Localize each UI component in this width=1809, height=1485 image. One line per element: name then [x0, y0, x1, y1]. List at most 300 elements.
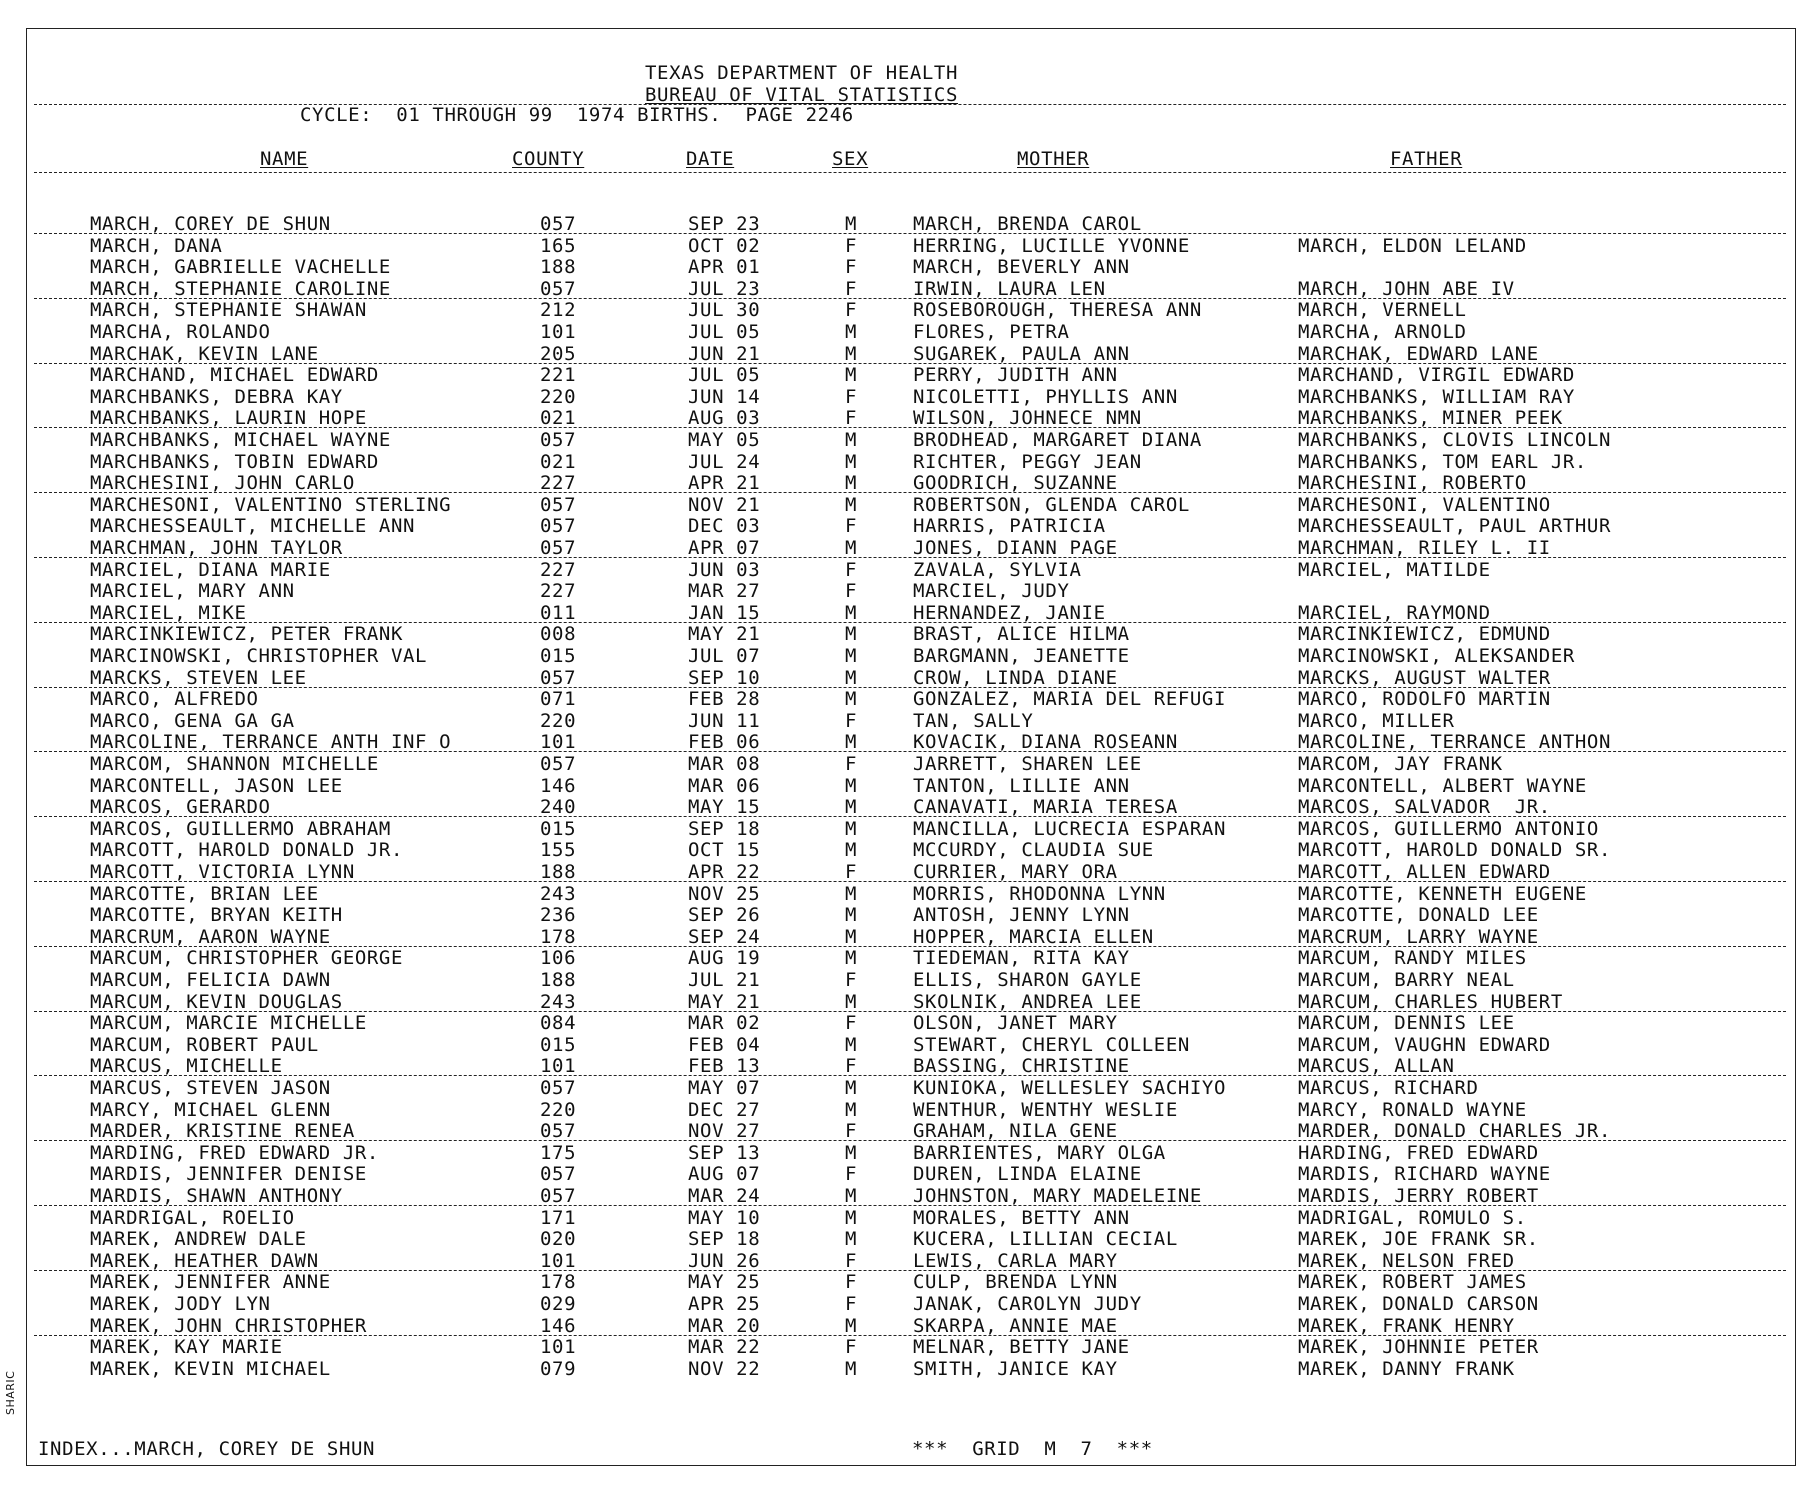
- row-date: JAN 15: [688, 601, 761, 624]
- row-sex: M: [845, 1077, 858, 1099]
- row-father: MARCHAK, EDWARD LANE: [1298, 342, 1539, 365]
- row-name: MARCH, STEPHANIE SHAWAN: [90, 299, 367, 322]
- row-name: MARCIEL, MARY ANN: [90, 580, 295, 603]
- row-mother: BASSING, CHRISTINE: [913, 1055, 1130, 1078]
- row-father: MARCOS, SALVADOR JR.: [1298, 796, 1551, 819]
- row-name: MARCUM, CHRISTOPHER GEORGE: [90, 947, 404, 970]
- cycle-line: CYCLE: 01 THROUGH 99 1974 BIRTHS. PAGE 2246: [300, 104, 854, 126]
- row-mother: SUGAREK, PAULA ANN: [913, 342, 1130, 365]
- row-father: MARCIEL, RAYMOND: [1298, 601, 1491, 624]
- row-name: MARCH, COREY DE SHUN: [90, 213, 331, 235]
- row-mother: BRAST, ALICE HILMA: [913, 623, 1130, 646]
- row-mother: DUREN, LINDA ELAINE: [913, 1163, 1142, 1186]
- row-county: 011: [540, 601, 577, 624]
- row-county: 243: [540, 990, 577, 1013]
- row-father: HARDING, FRED EDWARD: [1298, 1141, 1539, 1164]
- row-sex: F: [845, 256, 858, 279]
- row-mother: JONES, DIANN PAGE: [913, 537, 1118, 559]
- row-name: MARCHBANKS, MICHAEL WAYNE: [90, 429, 391, 451]
- row-date: SEP 26: [688, 904, 761, 927]
- row-name: MARCHESINI, JOHN CARLO: [90, 472, 355, 495]
- row-sex: F: [845, 385, 858, 408]
- row-date: MAR 27: [688, 580, 761, 603]
- row-date: JUL 07: [688, 645, 761, 667]
- row-county: 057: [540, 1077, 577, 1099]
- footer-grid: *** GRID M 7 ***: [912, 1438, 1153, 1460]
- row-mother: JOHNSTON, MARY MADELEINE: [913, 1185, 1202, 1207]
- row-sex: M: [845, 493, 858, 516]
- row-name: MARCOTT, VICTORIA LYNN: [90, 861, 355, 883]
- row-sex: F: [845, 969, 858, 991]
- row-name: MARCHMAN, JOHN TAYLOR: [90, 537, 343, 559]
- row-mother: MELNAR, BETTY JANE: [913, 1336, 1130, 1359]
- row-county: 084: [540, 1012, 577, 1035]
- row-father: MARCIEL, MATILDE: [1298, 558, 1491, 581]
- row-sex: F: [845, 299, 858, 322]
- row-county: 205: [540, 342, 577, 365]
- row-name: MARCUM, ROBERT PAUL: [90, 1033, 319, 1056]
- row-name: MARCH, DANA: [90, 234, 223, 257]
- row-county: 146: [540, 774, 577, 797]
- row-date: MAR 08: [688, 753, 761, 775]
- row-father: MARCY, RONALD WAYNE: [1298, 1098, 1527, 1121]
- row-sex: M: [845, 947, 858, 970]
- row-mother: ZAVALA, SYLVIA: [913, 558, 1082, 581]
- row-date: MAY 15: [688, 796, 761, 819]
- row-county: 021: [540, 450, 577, 473]
- row-father: MARCHMAN, RILEY L. II: [1298, 537, 1551, 559]
- row-date: MAR 24: [688, 1185, 761, 1207]
- row-mother: CANAVATI, MARIA TERESA: [913, 796, 1178, 819]
- row-mother: STEWART, CHERYL COLLEEN: [913, 1033, 1190, 1056]
- row-sex: M: [845, 1185, 858, 1207]
- row-sex: M: [845, 450, 858, 473]
- row-county: 165: [540, 234, 577, 257]
- row-county: 178: [540, 925, 577, 948]
- header-bureau: BUREAU OF VITAL STATISTICS: [645, 84, 959, 106]
- row-father: MARCHBANKS, WILLIAM RAY: [1298, 385, 1575, 408]
- row-county: 021: [540, 407, 577, 430]
- row-date: MAY 21: [688, 990, 761, 1013]
- row-name: MARCUS, MICHELLE: [90, 1055, 283, 1078]
- row-mother: MARCIEL, JUDY: [913, 580, 1070, 603]
- row-name: MARCO, GENA GA GA: [90, 709, 295, 732]
- row-county: 057: [540, 537, 577, 559]
- row-date: SEP 18: [688, 1228, 761, 1251]
- row-father: MARCONTELL, ALBERT WAYNE: [1298, 774, 1587, 797]
- row-date: JUN 26: [688, 1249, 761, 1272]
- row-father: MAREK, JOHNNIE PETER: [1298, 1336, 1539, 1359]
- row-date: MAY 10: [688, 1206, 761, 1229]
- row-county: 227: [540, 558, 577, 581]
- row-father: MARDIS, RICHARD WAYNE: [1298, 1163, 1551, 1186]
- row-name: MAREK, ANDREW DALE: [90, 1228, 307, 1251]
- row-father: MARDER, DONALD CHARLES JR.: [1298, 1120, 1612, 1143]
- row-father: MARCO, MILLER: [1298, 709, 1455, 732]
- row-county: 101: [540, 1249, 577, 1272]
- row-county: 057: [540, 1185, 577, 1207]
- row-sex: M: [845, 1357, 858, 1380]
- row-county: 188: [540, 256, 577, 279]
- row-name: MAREK, KEVIN MICHAEL: [90, 1357, 331, 1380]
- row-mother: GOODRICH, SUZANNE: [913, 472, 1118, 495]
- row-name: MARCHBANKS, LAURIN HOPE: [90, 407, 367, 430]
- row-date: APR 01: [688, 256, 761, 279]
- row-county: 057: [540, 753, 577, 775]
- row-sex: M: [845, 731, 858, 754]
- row-sex: M: [845, 990, 858, 1013]
- row-date: AUG 03: [688, 407, 761, 430]
- col-header-sex: SEX: [832, 148, 869, 170]
- row-county: 212: [540, 299, 577, 322]
- row-date: SEP 10: [688, 666, 761, 689]
- row-sex: M: [845, 817, 858, 840]
- row-name: MAREK, JENNIFER ANNE: [90, 1271, 331, 1294]
- col-header-name: NAME: [260, 148, 309, 170]
- row-father: MARCH, VERNELL: [1298, 299, 1467, 322]
- row-sex: F: [845, 1293, 858, 1315]
- row-mother: BARRIENTES, MARY OLGA: [913, 1141, 1166, 1164]
- row-county: 146: [540, 1314, 577, 1337]
- row-mother: GONZALEZ, MARIA DEL REFUGI: [913, 688, 1227, 711]
- row-name: MARCIEL, MIKE: [90, 601, 247, 624]
- row-sex: F: [845, 753, 858, 775]
- row-father: MARCOTT, HAROLD DONALD SR.: [1298, 839, 1612, 862]
- row-county: 227: [540, 580, 577, 603]
- row-date: JUL 24: [688, 450, 761, 473]
- row-sex: F: [845, 407, 858, 430]
- row-name: MARCOS, GUILLERMO ABRAHAM: [90, 817, 391, 840]
- row-mother: WILSON, JOHNECE NMN: [913, 407, 1142, 430]
- col-header-mother: MOTHER: [1017, 148, 1090, 170]
- row-county: 057: [540, 515, 577, 538]
- row-mother: MORALES, BETTY ANN: [913, 1206, 1130, 1229]
- row-date: APR 25: [688, 1293, 761, 1315]
- row-mother: WENTHUR, WENTHY WESLIE: [913, 1098, 1178, 1121]
- side-label: SHARIC: [4, 1370, 17, 1415]
- divider-top: [34, 104, 1786, 105]
- row-date: AUG 07: [688, 1163, 761, 1186]
- row-county: 188: [540, 861, 577, 883]
- row-father: MARCH, JOHN ABE IV: [1298, 277, 1515, 300]
- row-county: 079: [540, 1357, 577, 1380]
- row-date: APR 22: [688, 861, 761, 883]
- row-mother: ELLIS, SHARON GAYLE: [913, 969, 1142, 991]
- row-county: 071: [540, 688, 577, 711]
- row-sex: M: [845, 645, 858, 667]
- row-sex: F: [845, 1249, 858, 1272]
- row-date: JUN 11: [688, 709, 761, 732]
- row-name: MARCH, GABRIELLE VACHELLE: [90, 256, 391, 279]
- row-father: MARCHESINI, ROBERTO: [1298, 472, 1527, 495]
- row-date: JUL 21: [688, 969, 761, 991]
- row-name: MARCONTELL, JASON LEE: [90, 774, 343, 797]
- footer-index: INDEX...MARCH, COREY DE SHUN: [38, 1438, 376, 1460]
- row-sex: F: [845, 1055, 858, 1078]
- row-father: MARCO, RODOLFO MARTIN: [1298, 688, 1551, 711]
- row-date: SEP 18: [688, 817, 761, 840]
- row-county: 175: [540, 1141, 577, 1164]
- row-name: MAREK, HEATHER DAWN: [90, 1249, 319, 1272]
- row-county: 227: [540, 472, 577, 495]
- row-father: MARCUS, RICHARD: [1298, 1077, 1479, 1099]
- row-date: JUN 14: [688, 385, 761, 408]
- row-mother: SKOLNIK, ANDREA LEE: [913, 990, 1142, 1013]
- row-name: MARCH, STEPHANIE CAROLINE: [90, 277, 391, 300]
- row-sex: F: [845, 1012, 858, 1035]
- row-father: MARCHESONI, VALENTINO: [1298, 493, 1551, 516]
- row-sex: M: [845, 623, 858, 646]
- row-mother: MANCILLA, LUCRECIA ESPARAN: [913, 817, 1227, 840]
- row-date: MAR 22: [688, 1336, 761, 1359]
- col-header-date: DATE: [686, 148, 735, 170]
- row-date: FEB 06: [688, 731, 761, 754]
- row-mother: JANAK, CAROLYN JUDY: [913, 1293, 1142, 1315]
- row-name: MARCINOWSKI, CHRISTOPHER VAL: [90, 645, 428, 667]
- row-name: MARCHAND, MICHAEL EDWARD: [90, 364, 379, 387]
- row-sex: F: [845, 709, 858, 732]
- row-county: 171: [540, 1206, 577, 1229]
- row-mother: GRAHAM, NILA GENE: [913, 1120, 1118, 1143]
- row-county: 015: [540, 1033, 577, 1056]
- row-mother: ANTOSH, JENNY LYNN: [913, 904, 1130, 927]
- row-father: MAREK, FRANK HENRY: [1298, 1314, 1515, 1337]
- row-father: MARCHBANKS, CLOVIS LINCOLN: [1298, 429, 1612, 451]
- row-name: MARCO, ALFREDO: [90, 688, 259, 711]
- row-mother: TIEDEMAN, RITA KAY: [913, 947, 1130, 970]
- row-sex: M: [845, 1314, 858, 1337]
- row-mother: HERNANDEZ, JANIE: [913, 601, 1106, 624]
- row-name: MARCUM, MARCIE MICHELLE: [90, 1012, 367, 1035]
- row-date: MAR 02: [688, 1012, 761, 1035]
- row-date: APR 21: [688, 472, 761, 495]
- row-father: MARCRUM, LARRY WAYNE: [1298, 925, 1539, 948]
- row-name: MARCHESONI, VALENTINO STERLING: [90, 493, 452, 516]
- row-sex: M: [845, 839, 858, 862]
- row-date: MAY 21: [688, 623, 761, 646]
- row-sex: F: [845, 558, 858, 581]
- row-county: 101: [540, 321, 577, 343]
- row-father: MAREK, ROBERT JAMES: [1298, 1271, 1527, 1294]
- row-sex: M: [845, 342, 858, 365]
- row-county: 008: [540, 623, 577, 646]
- row-county: 020: [540, 1228, 577, 1251]
- row-name: MARCHAK, KEVIN LANE: [90, 342, 319, 365]
- row-sex: M: [845, 1033, 858, 1056]
- row-mother: TANTON, LILLIE ANN: [913, 774, 1130, 797]
- row-father: MARCINOWSKI, ALEKSANDER: [1298, 645, 1575, 667]
- row-name: MARCOTTE, BRYAN KEITH: [90, 904, 343, 927]
- row-name: MARCOLINE, TERRANCE ANTH INF O: [90, 731, 452, 754]
- row-mother: KUNIOKA, WELLESLEY SACHIYO: [913, 1077, 1227, 1099]
- row-county: 057: [540, 493, 577, 516]
- row-father: MAREK, JOE FRANK SR.: [1298, 1228, 1539, 1251]
- row-mother: NICOLETTI, PHYLLIS ANN: [913, 385, 1178, 408]
- row-father: MARCUM, RANDY MILES: [1298, 947, 1527, 970]
- row-date: JUN 03: [688, 558, 761, 581]
- row-county: 029: [540, 1293, 577, 1315]
- row-date: MAR 06: [688, 774, 761, 797]
- row-sex: M: [845, 1141, 858, 1164]
- row-father: MARCOTT, ALLEN EDWARD: [1298, 861, 1551, 883]
- row-date: JUL 23: [688, 277, 761, 300]
- row-sex: M: [845, 688, 858, 711]
- row-date: SEP 23: [688, 213, 761, 235]
- row-date: SEP 13: [688, 1141, 761, 1164]
- row-county: 101: [540, 1336, 577, 1359]
- row-sex: M: [845, 364, 858, 387]
- row-name: MARCKS, STEVEN LEE: [90, 666, 307, 689]
- col-header-county: COUNTY: [512, 148, 585, 170]
- row-father: MARCOS, GUILLERMO ANTONIO: [1298, 817, 1599, 840]
- row-sex: M: [845, 321, 858, 343]
- row-mother: PERRY, JUDITH ANN: [913, 364, 1118, 387]
- row-father: MARCHBANKS, MINER PEEK: [1298, 407, 1563, 430]
- row-father: MARCOTTE, KENNETH EUGENE: [1298, 882, 1587, 905]
- row-name: MARDIS, JENNIFER DENISE: [90, 1163, 367, 1186]
- row-name: MARDER, KRISTINE RENEA: [90, 1120, 355, 1143]
- row-name: MARCHBANKS, TOBIN EDWARD: [90, 450, 379, 473]
- row-father: MARCUM, DENNIS LEE: [1298, 1012, 1515, 1035]
- row-mother: MARCH, BEVERLY ANN: [913, 256, 1130, 279]
- row-date: NOV 22: [688, 1357, 761, 1380]
- row-sex: M: [845, 904, 858, 927]
- row-county: 178: [540, 1271, 577, 1294]
- row-sex: M: [845, 213, 858, 235]
- row-sex: M: [845, 1206, 858, 1229]
- row-name: MARDING, FRED EDWARD JR.: [90, 1141, 379, 1164]
- row-county: 015: [540, 817, 577, 840]
- row-county: 101: [540, 1055, 577, 1078]
- row-father: MARCOLINE, TERRANCE ANTHON: [1298, 731, 1612, 754]
- row-father: MARCKS, AUGUST WALTER: [1298, 666, 1551, 689]
- row-father: MAREK, DONALD CARSON: [1298, 1293, 1539, 1315]
- row-mother: SKARPA, ANNIE MAE: [913, 1314, 1118, 1337]
- row-sex: F: [845, 234, 858, 257]
- row-date: JUL 05: [688, 321, 761, 343]
- row-name: MARCIEL, DIANA MARIE: [90, 558, 331, 581]
- row-father: MARCOM, JAY FRANK: [1298, 753, 1503, 775]
- row-mother: KUCERA, LILLIAN CECIAL: [913, 1228, 1178, 1251]
- row-date: DEC 03: [688, 515, 761, 538]
- row-date: OCT 15: [688, 839, 761, 862]
- row-county: 057: [540, 213, 577, 235]
- row-county: 220: [540, 385, 577, 408]
- row-county: 057: [540, 1163, 577, 1186]
- row-sex: F: [845, 861, 858, 883]
- row-date: JUL 05: [688, 364, 761, 387]
- row-sex: F: [845, 277, 858, 300]
- row-name: MARCHESSEAULT, MICHELLE ANN: [90, 515, 416, 538]
- row-date: NOV 21: [688, 493, 761, 516]
- row-mother: CROW, LINDA DIANE: [913, 666, 1118, 689]
- row-sex: F: [845, 1336, 858, 1359]
- row-mother: MCCURDY, CLAUDIA SUE: [913, 839, 1154, 862]
- row-county: 240: [540, 796, 577, 819]
- row-sex: M: [845, 796, 858, 819]
- row-county: 101: [540, 731, 577, 754]
- row-mother: ROSEBOROUGH, THERESA ANN: [913, 299, 1202, 322]
- row-father: MARDIS, JERRY ROBERT: [1298, 1185, 1539, 1207]
- row-sex: M: [845, 601, 858, 624]
- row-date: APR 07: [688, 537, 761, 559]
- row-name: MARCINKIEWICZ, PETER FRANK: [90, 623, 404, 646]
- row-county: 243: [540, 882, 577, 905]
- row-county: 220: [540, 1098, 577, 1121]
- row-county: 057: [540, 666, 577, 689]
- row-sex: M: [845, 472, 858, 495]
- row-father: MARCUM, VAUGHN EDWARD: [1298, 1033, 1551, 1056]
- row-mother: CURRIER, MARY ORA: [913, 861, 1118, 883]
- divider-header: [34, 172, 1786, 173]
- row-father: MARCINKIEWICZ, EDMUND: [1298, 623, 1551, 646]
- row-name: MARDRIGAL, ROELIO: [90, 1206, 295, 1229]
- row-mother: KOVACIK, DIANA ROSEANN: [913, 731, 1178, 754]
- row-father: MARCH, ELDON LELAND: [1298, 234, 1527, 257]
- row-mother: JARRETT, SHAREN LEE: [913, 753, 1142, 775]
- row-name: MARCHBANKS, DEBRA KAY: [90, 385, 343, 408]
- row-name: MARCOTT, HAROLD DONALD JR.: [90, 839, 404, 862]
- row-sex: M: [845, 1228, 858, 1251]
- row-sex: M: [845, 537, 858, 559]
- row-county: 015: [540, 645, 577, 667]
- row-county: 220: [540, 709, 577, 732]
- row-mother: MARCH, BRENDA CAROL: [913, 213, 1142, 235]
- col-header-father: FATHER: [1390, 148, 1463, 170]
- row-sex: M: [845, 925, 858, 948]
- row-date: AUG 19: [688, 947, 761, 970]
- row-county: 221: [540, 364, 577, 387]
- row-date: FEB 13: [688, 1055, 761, 1078]
- row-mother: CULP, BRENDA LYNN: [913, 1271, 1118, 1294]
- row-date: OCT 02: [688, 234, 761, 257]
- row-county: 106: [540, 947, 577, 970]
- row-mother: HERRING, LUCILLE YVONNE: [913, 234, 1190, 257]
- row-mother: FLORES, PETRA: [913, 321, 1070, 343]
- row-name: MARCUM, KEVIN DOUGLAS: [90, 990, 343, 1013]
- row-name: MARCUM, FELICIA DAWN: [90, 969, 331, 991]
- row-name: MARCHA, ROLANDO: [90, 321, 271, 343]
- row-name: MARDIS, SHAWN ANTHONY: [90, 1185, 343, 1207]
- row-father: MAREK, DANNY FRANK: [1298, 1357, 1515, 1380]
- row-sex: F: [845, 580, 858, 603]
- row-name: MARCY, MICHAEL GLENN: [90, 1098, 331, 1121]
- row-sex: M: [845, 774, 858, 797]
- row-father: MARCUM, CHARLES HUBERT: [1298, 990, 1563, 1013]
- header-agency: TEXAS DEPARTMENT OF HEALTH: [645, 62, 959, 84]
- row-name: MARCOM, SHANNON MICHELLE: [90, 753, 379, 775]
- row-father: MARCHESSEAULT, PAUL ARTHUR: [1298, 515, 1612, 538]
- row-date: DEC 27: [688, 1098, 761, 1121]
- row-sex: F: [845, 1120, 858, 1143]
- row-sex: F: [845, 1163, 858, 1186]
- row-father: MARCHAND, VIRGIL EDWARD: [1298, 364, 1575, 387]
- row-date: MAR 20: [688, 1314, 761, 1337]
- row-county: 057: [540, 429, 577, 451]
- row-mother: RICHTER, PEGGY JEAN: [913, 450, 1142, 473]
- row-mother: HOPPER, MARCIA ELLEN: [913, 925, 1154, 948]
- row-mother: BRODHEAD, MARGARET DIANA: [913, 429, 1202, 451]
- row-date: FEB 04: [688, 1033, 761, 1056]
- row-date: MAY 25: [688, 1271, 761, 1294]
- row-date: NOV 25: [688, 882, 761, 905]
- row-sex: M: [845, 666, 858, 689]
- row-county: 057: [540, 277, 577, 300]
- row-mother: BARGMANN, JEANETTE: [913, 645, 1130, 667]
- row-county: 188: [540, 969, 577, 991]
- row-sex: M: [845, 429, 858, 451]
- row-name: MARCRUM, AARON WAYNE: [90, 925, 331, 948]
